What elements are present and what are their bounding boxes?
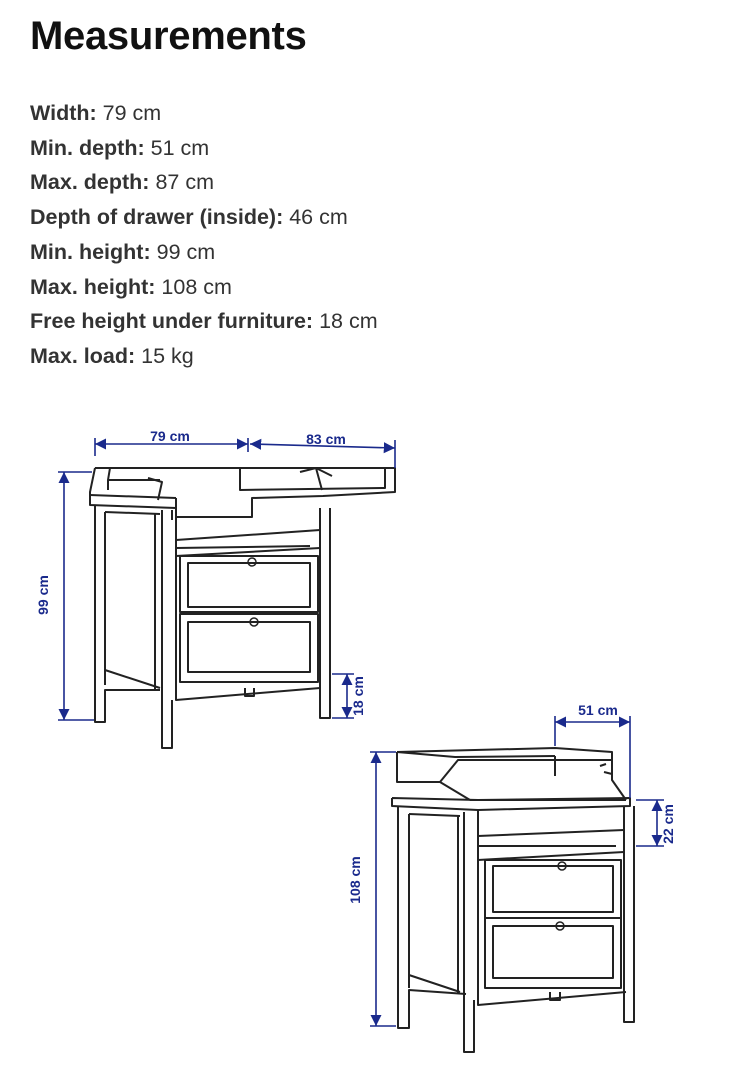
drawer-knobs — [248, 558, 258, 626]
spec-label: Width: — [30, 101, 97, 125]
drawing-table-closed — [0, 690, 731, 1070]
spec-label: Max. height: — [30, 274, 156, 299]
spec-label: Free height under furniture: — [30, 309, 314, 334]
spec-label: Max. depth: — [30, 170, 150, 195]
spec-value: 18 cm — [319, 309, 378, 334]
spec-value: 79 cm — [102, 101, 162, 125]
spec-list — [30, 96, 378, 374]
dim-clearance-label: 18 cm — [350, 676, 366, 716]
spec-item-min-height — [30, 235, 378, 270]
spec-label: Depth of drawer (inside): — [30, 205, 284, 230]
dim-height-label: 108 cm — [347, 856, 363, 904]
dim-rail-label: 22 cm — [660, 804, 676, 844]
spec-item-max-height — [30, 270, 378, 305]
spec-value: 87 cm — [155, 170, 214, 195]
drawing-table-closed-svg — [0, 690, 731, 1070]
spec-item-drawer-depth — [30, 200, 378, 235]
dim-depth-label: 51 cm — [578, 702, 618, 718]
spec-item-max-depth — [30, 165, 378, 200]
spec-label: Max. load: — [30, 343, 136, 368]
spec-label: Min. height: — [30, 239, 151, 264]
spec-item-free-height — [30, 304, 378, 339]
dim-height-label: 99 cm — [35, 575, 51, 615]
dim-extension-label: 83 cm — [306, 431, 346, 447]
spec-value: 46 cm — [289, 205, 348, 230]
page-title: Measurements — [30, 14, 307, 58]
spec-value: 15 kg — [141, 343, 194, 368]
spec-value: 99 cm — [156, 239, 216, 264]
spec-label: Min. depth: — [30, 135, 145, 160]
spec-value: 51 cm — [150, 135, 210, 160]
spec-value: 108 cm — [161, 274, 232, 299]
spec-item-max-load — [30, 339, 378, 374]
spec-item-min-depth — [30, 131, 378, 166]
dimension-lines — [370, 716, 664, 1026]
furniture-lines — [392, 748, 634, 1052]
dim-width-label: 79 cm — [150, 428, 190, 444]
drawer-knobs — [556, 862, 566, 930]
spec-item-width — [30, 96, 378, 131]
